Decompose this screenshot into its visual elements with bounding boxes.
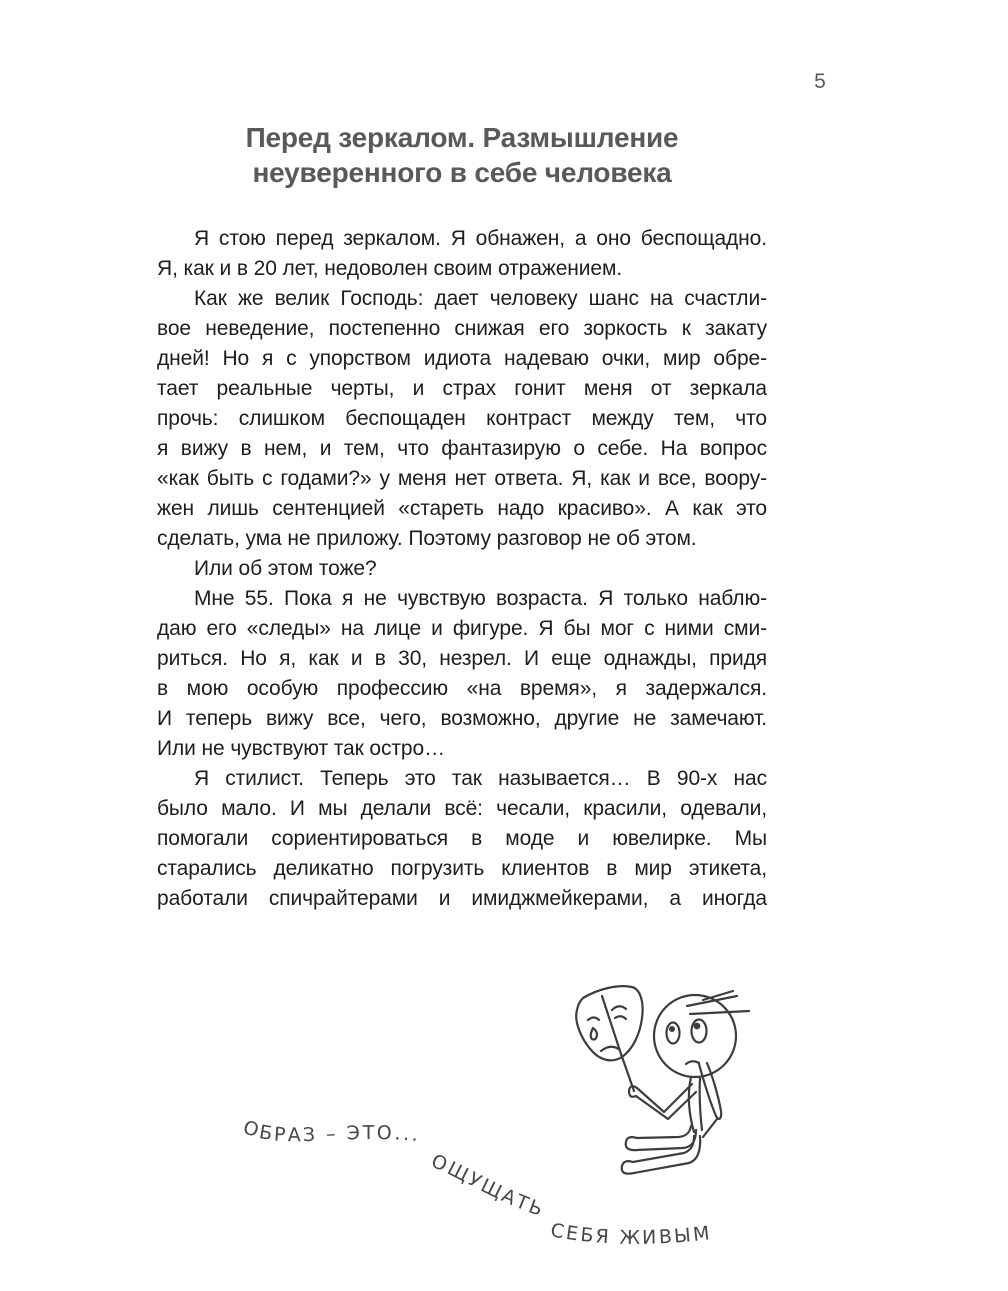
text-line: Мне 55. Пока я не чувствую возраста. Я только наблю- [194,587,767,610]
text-line: Как же велик Господь: дает человеку шанс на счастли- [194,287,767,310]
text-line: работали спичрайтерами и имиджмейкерами, а иногда [157,887,767,910]
text-line: риться. Но я, как и в 30, незрел. И еще однажды, придя [157,647,767,670]
figure-right-pupil [694,1023,701,1030]
figure-mouth [686,1061,699,1064]
figure-left-arm-upper-line [637,1084,692,1112]
text-line: было мало. И мы делали всё: чесали, красили, одевали, [157,797,767,820]
text-line: старались деликатно погрузить клиентов в мир этикета, [157,857,767,880]
text-line: И теперь вижу все, чего, возможно, другие не замечают. [157,707,767,730]
page-number: 5 [814,70,826,93]
text-line: Или не чувствуют так остро… [157,737,445,760]
body-text [157,224,767,914]
chapter-title-line-1: Перед зеркалом. Размышление [245,122,679,153]
text-line: жен лишь сентенцией «стареть надо красиво». А как это [157,497,767,520]
text-line: «как быть с годами?» у меня нет ответа. Я, как и все, воору- [157,467,767,490]
text-line: Или об этом тоже? [194,557,377,580]
paragraph [157,224,767,284]
figure-left-eye [667,1023,680,1044]
hand-drawn-illustration [200,960,800,1290]
tragedy-mask-drawing [576,986,642,1091]
text-line: в мою особую профессию «на время», я задержался. [157,677,767,700]
figure-lower-leg [622,1136,700,1174]
paragraph [157,554,767,584]
text-line: я вижу в нем, и тем, что фантазирую о себе. На вопрос [157,437,767,460]
text-line: сделать, ума не приложу. Поэтому разговор не об этом. [157,527,697,550]
paragraph [157,764,767,914]
text-line: дней! Но я с упорством идиота надеваю очки, мир обре- [157,347,767,370]
figure-hair-stroke-2 [690,1011,749,1014]
mask-right-eye [615,1016,626,1019]
figure-right-upper-arm [703,1119,717,1137]
text-line: помогали сориентироваться в моде и ювелирке. Мы [157,827,767,850]
figure-torso-right [700,1078,702,1130]
figure-left-pupil [669,1026,675,1032]
text-line: Я стою перед зеркалом. Я обнажен, а оно беспощадно. [194,227,767,250]
text-line: вое неведение, постепенно снижая его зоркость к закату [157,317,767,340]
text-line: даю его «следы» на лице и фигуре. Я бы мог с ними сми- [157,617,767,640]
figure-finger-to-lips [699,1063,721,1119]
mask-right-eyebrow [612,1006,626,1010]
chapter-title-line-2: неуверенного в себе человека [252,157,672,188]
caption-text-2: ОЩУЩАТЬ [428,1150,548,1222]
figure-upper-leg [626,1126,696,1150]
mask-left-eyebrow [588,1018,599,1021]
mask-tear [591,1028,597,1040]
text-line: прочь: слишком беспощаден контраст между тем, что [157,407,767,430]
paragraph [157,284,767,554]
caption-text-1: ОБРАЗ – ЭТО... [240,1116,422,1147]
mask-outline [576,986,642,1060]
text-column [157,0,767,914]
chapter-title [157,120,767,190]
text-line: тает реальные черты, и страх гонит меня от зеркала [157,377,767,400]
text-line: Я стилист. Теперь это так называется… В 90-х нас [194,767,767,790]
caption-text-3: СЕБЯ ЖИВЫМ [548,1219,714,1249]
stick-figure-drawing [622,991,749,1174]
mask-stick [602,996,634,1091]
figure-right-eye [692,1020,707,1043]
mask-sad-mouth [601,1047,620,1051]
text-line: Я, как и в 20 лет, недоволен своим отражением. [157,257,623,280]
paragraph [157,584,767,764]
